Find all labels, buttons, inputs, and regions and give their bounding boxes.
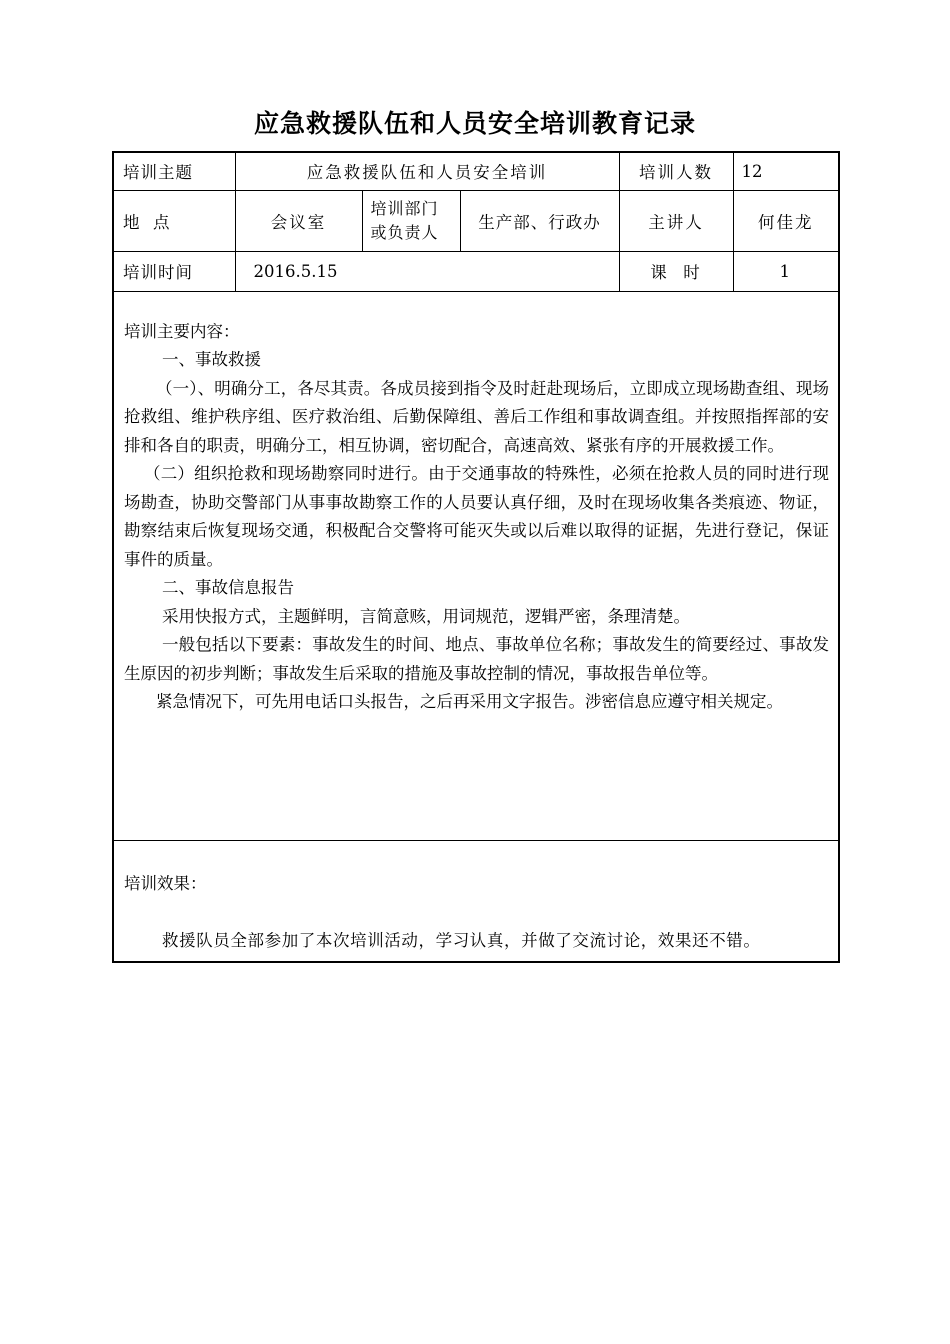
content-section-2-title: 二、事故信息报告: [162, 578, 294, 597]
speaker-label: 主讲人: [619, 190, 733, 251]
count-label: 培训人数: [619, 152, 733, 190]
place-label: 地 点: [113, 190, 235, 251]
dept-label: [362, 190, 460, 251]
time-label: 培训时间: [113, 251, 235, 291]
content-paragraph: 紧急情况下，可先用电话口头报告，之后再采用文字报告。涉密信息应遵守相关规定。: [156, 692, 783, 711]
row-effect: [113, 840, 839, 962]
topic-value: 应急救援队伍和人员安全培训: [235, 152, 619, 190]
hours-label: 课 时: [619, 251, 733, 291]
effect-cell: [113, 840, 839, 962]
training-record-table: [112, 151, 840, 963]
effect-heading: 培训效果：: [124, 873, 207, 893]
content-paragraph: 采用快报方式，主题鲜明，言简意赅，用词规范，逻辑严密，条理清楚。: [162, 606, 690, 626]
row-topic: [113, 152, 839, 190]
time-value: 2016.5.15: [235, 251, 619, 291]
count-value: 12: [733, 152, 839, 190]
row-place: [113, 190, 839, 251]
hours-value: 1: [733, 251, 839, 291]
row-content: [113, 291, 839, 840]
content-paragraph: 一般包括以下要素：事故发生的时间、地点、事故单位名称；事故发生的简要经过、事故发生原因的初步判断；事故发生后采取的措施及事故控制的情况，事故报告单位等。: [124, 635, 829, 683]
place-value: 会议室: [235, 190, 362, 251]
effect-body: 救援队员全部参加了本次培训活动，学习认真，并做了交流讨论，效果还不错。: [162, 930, 761, 950]
content-cell: [113, 291, 839, 840]
dept-label-line2: 或负责人: [370, 222, 439, 242]
dept-value: 生产部、行政办: [460, 190, 619, 251]
content-heading: 培训主要内容：: [124, 321, 240, 341]
row-time: [113, 251, 839, 291]
speaker-value: 何佳龙: [733, 190, 839, 251]
content-paragraph: （一）、明确分工，各尽其责。各成员接到指令及时赶赴现场后，立即成立现场勘查组、现场抢救组、维护秩序组、医疗救治组、后勤保障组、善后工作组和事故调查组。并按照指挥部的安排和各自的职责，明确分工，相互协调，密切配合，高速高效、紧张有序的开展救援工作。: [124, 378, 829, 455]
content-paragraph: （二）组织抢救和现场勘察同时进行。由于交通事故的特殊性，必须在抢救人员的同时进行现场勘查，协助交警部门从事事故勘察工作的人员要认真仔细，及时在现场收集各类痕迹、物证，勘察结束后恢复现场交通，积极配合交警将可能灭失或以后难以取得的证据，先进行登记，保证事件的质量。: [124, 464, 829, 569]
content-section-1-title: 一、事故救援: [162, 350, 261, 369]
document-title: 应急救援队伍和人员安全培训教育记录: [253, 109, 696, 138]
dept-label-line1: 培训部门: [370, 198, 439, 218]
topic-label: 培训主题: [113, 152, 235, 190]
